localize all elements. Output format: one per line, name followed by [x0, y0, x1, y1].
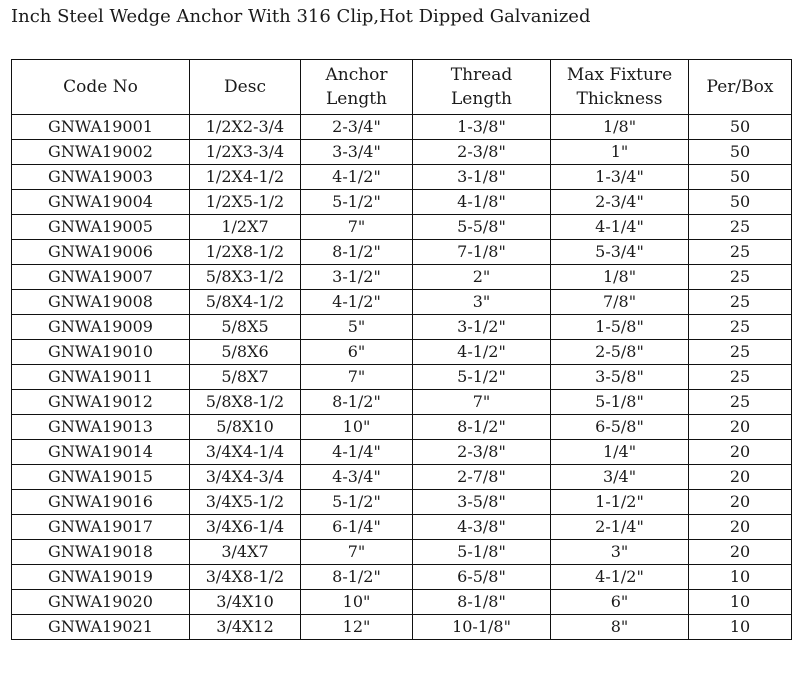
cell-desc: 1/2X2-3/4 [190, 115, 301, 140]
cell-per-box: 20 [689, 465, 792, 490]
cell-thread-length: 1-3/8" [413, 115, 551, 140]
cell-desc: 3/4X4-3/4 [190, 465, 301, 490]
cell-max-fixture-thickness: 2-5/8" [551, 340, 689, 365]
cell-max-fixture-thickness: 4-1/4" [551, 215, 689, 240]
cell-code-no: GNWA19005 [12, 215, 190, 240]
header-anchor-length [301, 60, 413, 115]
cell-per-box: 25 [689, 240, 792, 265]
header-anchor-length-line: Length [326, 89, 387, 109]
cell-thread-length: 8-1/8" [413, 590, 551, 615]
table-row [12, 515, 792, 540]
cell-anchor-length: 5-1/2" [301, 190, 413, 215]
cell-max-fixture-thickness: 1" [551, 140, 689, 165]
cell-code-no: GNWA19021 [12, 615, 190, 640]
cell-per-box: 20 [689, 490, 792, 515]
cell-thread-length: 3-5/8" [413, 490, 551, 515]
table-row [12, 465, 792, 490]
cell-thread-length: 5-1/8" [413, 540, 551, 565]
header-anchor-length-line: Anchor [325, 65, 388, 85]
cell-per-box: 25 [689, 315, 792, 340]
cell-anchor-length: 7" [301, 215, 413, 240]
cell-anchor-length: 10" [301, 590, 413, 615]
cell-code-no: GNWA19006 [12, 240, 190, 265]
cell-anchor-length: 7" [301, 540, 413, 565]
cell-anchor-length: 3-3/4" [301, 140, 413, 165]
table-row [12, 140, 792, 165]
cell-anchor-length: 8-1/2" [301, 565, 413, 590]
header-per-box [689, 60, 792, 115]
cell-max-fixture-thickness: 1/8" [551, 265, 689, 290]
cell-per-box: 25 [689, 265, 792, 290]
table-row [12, 590, 792, 615]
cell-per-box: 10 [689, 565, 792, 590]
cell-max-fixture-thickness: 3/4" [551, 465, 689, 490]
cell-max-fixture-thickness: 1/8" [551, 115, 689, 140]
cell-thread-length: 7-1/8" [413, 240, 551, 265]
cell-max-fixture-thickness: 8" [551, 615, 689, 640]
cell-code-no: GNWA19009 [12, 315, 190, 340]
cell-max-fixture-thickness: 5-1/8" [551, 390, 689, 415]
table-row [12, 415, 792, 440]
cell-code-no: GNWA19017 [12, 515, 190, 540]
cell-thread-length: 5-1/2" [413, 365, 551, 390]
header-per-box-line: Per/Box [706, 77, 774, 97]
cell-desc: 1/2X3-3/4 [190, 140, 301, 165]
cell-code-no: GNWA19001 [12, 115, 190, 140]
table-row [12, 390, 792, 415]
cell-per-box: 10 [689, 615, 792, 640]
cell-per-box: 50 [689, 190, 792, 215]
table-row [12, 340, 792, 365]
cell-desc: 5/8X3-1/2 [190, 265, 301, 290]
cell-per-box: 10 [689, 590, 792, 615]
cell-desc: 3/4X12 [190, 615, 301, 640]
cell-code-no: GNWA19016 [12, 490, 190, 515]
header-desc-line: Desc [224, 77, 266, 97]
cell-max-fixture-thickness: 6-5/8" [551, 415, 689, 440]
cell-max-fixture-thickness: 5-3/4" [551, 240, 689, 265]
cell-per-box: 25 [689, 365, 792, 390]
cell-max-fixture-thickness: 4-1/2" [551, 565, 689, 590]
header-max-fixture-thickness-line: Max Fixture [566, 65, 673, 85]
cell-anchor-length: 5-1/2" [301, 490, 413, 515]
cell-max-fixture-thickness: 1-3/4" [551, 165, 689, 190]
cell-code-no: GNWA19020 [12, 590, 190, 615]
cell-code-no: GNWA19015 [12, 465, 190, 490]
table-row [12, 615, 792, 640]
cell-desc: 5/8X10 [190, 415, 301, 440]
cell-thread-length: 7" [413, 390, 551, 415]
cell-per-box: 25 [689, 340, 792, 365]
cell-code-no: GNWA19003 [12, 165, 190, 190]
cell-code-no: GNWA19013 [12, 415, 190, 440]
cell-anchor-length: 4-1/2" [301, 290, 413, 315]
cell-desc: 3/4X4-1/4 [190, 440, 301, 465]
header-code-no-line: Code No [63, 77, 138, 97]
cell-desc: 3/4X6-1/4 [190, 515, 301, 540]
cell-anchor-length: 7" [301, 365, 413, 390]
cell-code-no: GNWA19008 [12, 290, 190, 315]
cell-desc: 1/2X8-1/2 [190, 240, 301, 265]
cell-anchor-length: 4-1/2" [301, 165, 413, 190]
cell-max-fixture-thickness: 1/4" [551, 440, 689, 465]
cell-per-box: 20 [689, 440, 792, 465]
cell-max-fixture-thickness: 1-5/8" [551, 315, 689, 340]
cell-anchor-length: 4-3/4" [301, 465, 413, 490]
cell-anchor-length: 3-1/2" [301, 265, 413, 290]
cell-anchor-length: 4-1/4" [301, 440, 413, 465]
table-row [12, 490, 792, 515]
cell-desc: 5/8X8-1/2 [190, 390, 301, 415]
cell-desc: 5/8X4-1/2 [190, 290, 301, 315]
cell-per-box: 50 [689, 165, 792, 190]
header-thread-length-line: Thread [450, 65, 513, 85]
table-row [12, 540, 792, 565]
table-row [12, 215, 792, 240]
cell-code-no: GNWA19019 [12, 565, 190, 590]
cell-code-no: GNWA19002 [12, 140, 190, 165]
cell-anchor-length: 8-1/2" [301, 240, 413, 265]
cell-desc: 1/2X7 [190, 215, 301, 240]
cell-thread-length: 4-3/8" [413, 515, 551, 540]
cell-desc: 3/4X5-1/2 [190, 490, 301, 515]
cell-anchor-length: 12" [301, 615, 413, 640]
cell-thread-length: 8-1/2" [413, 415, 551, 440]
header-max-fixture-thickness-line: Thickness [576, 89, 663, 109]
table-row [12, 290, 792, 315]
cell-per-box: 20 [689, 515, 792, 540]
cell-code-no: GNWA19012 [12, 390, 190, 415]
cell-anchor-length: 8-1/2" [301, 390, 413, 415]
cell-thread-length: 2-3/8" [413, 140, 551, 165]
cell-anchor-length: 6" [301, 340, 413, 365]
cell-desc: 5/8X7 [190, 365, 301, 390]
cell-per-box: 20 [689, 415, 792, 440]
cell-per-box: 50 [689, 140, 792, 165]
cell-thread-length: 10-1/8" [413, 615, 551, 640]
cell-thread-length: 5-5/8" [413, 215, 551, 240]
cell-thread-length: 6-5/8" [413, 565, 551, 590]
cell-code-no: GNWA19011 [12, 365, 190, 390]
cell-thread-length: 2" [413, 265, 551, 290]
cell-code-no: GNWA19007 [12, 265, 190, 290]
cell-per-box: 25 [689, 215, 792, 240]
cell-per-box: 20 [689, 540, 792, 565]
table-row [12, 265, 792, 290]
table-row [12, 365, 792, 390]
header-desc [190, 60, 301, 115]
cell-max-fixture-thickness: 1-1/2" [551, 490, 689, 515]
table-header-row [12, 60, 792, 115]
cell-anchor-length: 5" [301, 315, 413, 340]
cell-desc: 3/4X10 [190, 590, 301, 615]
cell-thread-length: 4-1/2" [413, 340, 551, 365]
table-row [12, 190, 792, 215]
cell-thread-length: 4-1/8" [413, 190, 551, 215]
cell-thread-length: 2-7/8" [413, 465, 551, 490]
cell-max-fixture-thickness: 3-5/8" [551, 365, 689, 390]
header-thread-length-line: Length [451, 89, 512, 109]
cell-code-no: GNWA19018 [12, 540, 190, 565]
cell-thread-length: 3-1/2" [413, 315, 551, 340]
cell-code-no: GNWA19004 [12, 190, 190, 215]
cell-code-no: GNWA19010 [12, 340, 190, 365]
page-title: Inch Steel Wedge Anchor With 316 Clip,Hot Dipped Galvanized [11, 6, 591, 27]
cell-per-box: 25 [689, 390, 792, 415]
cell-desc: 1/2X4-1/2 [190, 165, 301, 190]
cell-anchor-length: 10" [301, 415, 413, 440]
cell-max-fixture-thickness: 2-1/4" [551, 515, 689, 540]
cell-max-fixture-thickness: 2-3/4" [551, 190, 689, 215]
cell-anchor-length: 6-1/4" [301, 515, 413, 540]
cell-thread-length: 3-1/8" [413, 165, 551, 190]
table-row [12, 165, 792, 190]
header-code-no [12, 60, 190, 115]
wedge-anchor-spec-table [11, 59, 792, 640]
cell-thread-length: 2-3/8" [413, 440, 551, 465]
cell-anchor-length: 2-3/4" [301, 115, 413, 140]
cell-per-box: 25 [689, 290, 792, 315]
table-row [12, 315, 792, 340]
cell-thread-length: 3" [413, 290, 551, 315]
cell-desc: 5/8X6 [190, 340, 301, 365]
cell-max-fixture-thickness: 3" [551, 540, 689, 565]
table-row [12, 565, 792, 590]
cell-max-fixture-thickness: 6" [551, 590, 689, 615]
cell-max-fixture-thickness: 7/8" [551, 290, 689, 315]
table-row [12, 240, 792, 265]
cell-code-no: GNWA19014 [12, 440, 190, 465]
header-max-fixture-thickness [551, 60, 689, 115]
cell-desc: 3/4X8-1/2 [190, 565, 301, 590]
cell-per-box: 50 [689, 115, 792, 140]
table-body [12, 115, 792, 640]
table-row [12, 115, 792, 140]
cell-desc: 1/2X5-1/2 [190, 190, 301, 215]
cell-desc: 3/4X7 [190, 540, 301, 565]
header-thread-length [413, 60, 551, 115]
table-row [12, 440, 792, 465]
cell-desc: 5/8X5 [190, 315, 301, 340]
